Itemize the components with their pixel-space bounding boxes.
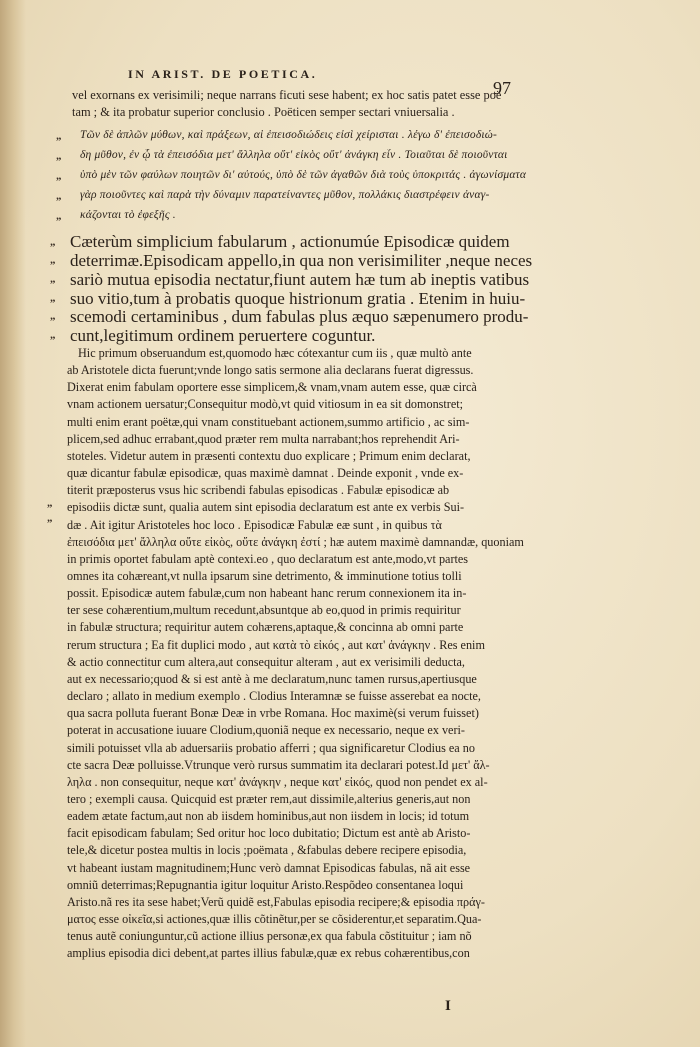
commentary-line: tero ; exempli causa. Quicquid est præter rem,aut dissimile,alterius generis,aut non: [67, 791, 471, 806]
greek-text-line: γὰρ ποιοῦντες καὶ παρὰ τὴν δύναμιν παρατείναντες μῦθον, πολλάκις διαστρέφειν ἀναγ-: [80, 189, 490, 201]
running-title: IN ARIST. DE POETICA.: [128, 67, 318, 81]
commentary-line: ματος esse οἰκεῖα,si actiones,quæ illis cõtinẽtur,per se cõsiderentur,et separatim.Qua-: [67, 911, 482, 926]
intro-line: vel exornans ex verisimili; neque narrans ficuti sese habent; ex hoc satis patet esse poë: [72, 88, 502, 102]
commentary-line: ληλα . non consequitur, neque κατ' ἀνάγκην , neque κατ' εἰκός, quod non pendet ex al-: [67, 774, 488, 789]
commentary-line: rerum structura ; Ea fit duplici modo , aut κατὰ τὸ εἰκός , aut κατ' ἀνάγκην . Res enim: [67, 637, 485, 652]
quote-mark: „: [56, 130, 62, 142]
commentary-line: ἐπεισόδια μετ' ἄλληλα οὔτε εἰκὸς, οὔτε ἀνάγκη ἐστί ; hæ autem maximè damnandæ, quoniam: [67, 534, 524, 549]
commentary-line: eadem ætate factum,aut non ab iisdem hominibus,aut non iisdem in locis; id totum: [67, 809, 470, 823]
translation-line: sariò mutua episodia nectatur,fiunt autem hæ tum ab ineptis vatibus: [70, 270, 530, 289]
commentary-line: qua sacra polluta fuerant Bonæ Deæ in vrbe Romana. Hoc maximè(si verum fuisset): [67, 706, 479, 721]
quote-mark: „: [50, 310, 56, 322]
commentary-line: in fabulæ structura; requiritur autem cohærens,aptaque,& concinna ab omni parte: [67, 620, 464, 635]
commentary-line: & actio connectitur cum altera,aut consequitur alteram , aut ex verisimili deducta,: [67, 654, 465, 669]
quote-mark: „: [56, 150, 62, 162]
commentary-line: ter sese cohærentium,multum recedunt,absuntque ab eo,quod in primis requiritur: [67, 603, 461, 618]
quote-mark: „: [47, 497, 53, 509]
commentary-line: declaro ; allato in medium exemplo . Clodius Interamnæ se fuisse asserebat ea nocte,: [67, 689, 481, 703]
page-number: 97: [493, 78, 511, 98]
commentary-line: stoteles. Videtur autem in præsenti contextu duo explicare ; Primum enim declarat,: [67, 448, 471, 463]
quote-mark: „: [50, 292, 56, 304]
translation-line: Cæterùm simplicium fabularum , actionumúe Episodicæ quidem: [70, 232, 510, 251]
greek-text-line: ὑπὸ μὲν τῶν φαύλων ποιητῶν δι' αὐτούς, ὑπὸ δὲ τῶν ἀγαθῶν διὰ τοὺς ὑποκριτάς . ἀγωνίσματα: [80, 169, 527, 181]
commentary-line: quæ dicantur fabulæ episodicæ, quas maximè damnat . Deinde exponit , vnde ex-: [67, 466, 464, 480]
commentary-line: multi enim erant poëtæ,qui vnam constituebant actionem,summo artificio , ac sim-: [67, 414, 470, 429]
signature-mark: I: [445, 998, 451, 1014]
quote-mark: „: [50, 329, 56, 341]
page-binding-shadow: [0, 0, 26, 1047]
quote-mark: „: [56, 190, 62, 202]
translation-line: scemodi certaminibus , dum fabulas plus æquo sæpenumero produ-: [70, 307, 529, 326]
quote-mark: „: [50, 236, 56, 248]
commentary-line: possit. Episodicæ autem fabulæ,cum non habeant hanc rerum connexionem ita in-: [67, 586, 467, 601]
translation-line: cunt,legitimum ordinem peruertere coguntur.: [70, 326, 376, 345]
commentary-line: tele,& dicetur postea multis in locis ;poëmata , &fabulas debere recipere episodia,: [67, 843, 467, 858]
commentary-line: vt habeant iustam magnitudinem;Hunc verò damnat Episodicas fabulas, nã ait esse: [67, 860, 471, 875]
intro-line: tam ; & ita probatur superior conclusio . Poëticen semper sectari vniuersalia .: [72, 105, 455, 119]
quote-mark: „: [47, 512, 53, 524]
commentary-line: amplius episodia dici debent,at partes illius fabulæ,quæ ex rebus cohærentibus,con: [67, 946, 470, 961]
commentary-line: cte sacra Deæ polluisse.Vtrunque verò rursus summatim ita declarari potest.Id μετ' ἄλ-: [67, 757, 490, 772]
commentary-line: dæ . Ait igitur Aristoteles hoc loco . Episodicæ Fabulæ eæ sunt , in quibus τὰ: [67, 517, 442, 532]
quote-mark: „: [50, 273, 56, 285]
greek-text-line: Τῶν δὲ ἁπλῶν μύθων, καὶ πράξεων, αἱ ἐπεισοδιώδεις εἰσὶ χείρισται . λέγω δ' ἐπεισοδιώ-: [80, 129, 498, 141]
greek-text-line: δη μῦθον, ἐν ᾧ τὰ ἐπεισόδια μετ' ἄλληλα οὔτ' εἰκὸς οὔτ' ἀνάγκη εἶν . Τοιαῦται δὲ ποιοῦνται: [80, 149, 508, 161]
quote-mark: „: [56, 210, 62, 222]
commentary-line: titerit præposterus vsus hic scribendi fabulas episodicas . Fabulæ episodicæ ab: [67, 483, 450, 498]
commentary-line: episodiis dictæ sunt, qualia autem sint episodia declaratum est ante ex verbis Sui-: [67, 500, 465, 515]
commentary-line: omnes ita cohæreant,vt nulla ipsarum sine detrimento, & imminutione totius tolli: [67, 569, 462, 583]
commentary-line: omniũ deterrimas;Repugnantia igitur loquitur Aristo.Respõdeo consentanea loqui: [67, 877, 464, 892]
commentary-line: tenus autẽ coniunguntur,cũ actione illius personæ,ex qua fabula cõstituitur ; iam nõ: [67, 929, 472, 944]
quote-mark: „: [50, 254, 56, 266]
commentary-line: aut ex necessario;quod & si est antè à me declaratum,nunc tamen rursus,apertiusque: [67, 671, 477, 686]
commentary-line: simili potuisset vlla ab aduersariis probatio afferri ; qua significaretur Clodius ea no: [67, 740, 475, 755]
quote-mark: „: [56, 170, 62, 182]
commentary-line: in primis oportet fabulam aptè contexi.eo , quo declaratum est ante,modo,vt partes: [67, 551, 469, 566]
commentary-line: vnam actionem uersatur;Consequitur modò,vt quid vitiosum in ea sit domonstret;: [67, 397, 464, 412]
translation-line: suo vitio,tum à probatis quoque histrionum gratia . Etenim in huiu-: [70, 289, 526, 308]
commentary-line: plicem,sed adhuc errabant,quod præter rem multa narrabant;hos reprehendit Ari-: [67, 431, 460, 446]
commentary-line: facit episodicam fabulam; Sed oritur hoc loco dubitatio; Dictum est antè ab Aristo-: [67, 826, 471, 841]
commentary-line: ab Aristotele dicta fuerunt;vnde longo satis sermone alia declarans fuerat digressus.: [67, 363, 474, 378]
greek-text-line: κάζονται τὸ ἐφεξῆς .: [80, 209, 176, 221]
commentary-line: Aristo.nã res ita sese habet;Verũ quidẽ est,Fabulas episodia recipere;& episodia πράγ-: [67, 894, 485, 909]
commentary-line: poterat in accusatione iuuare Clodium,quoniã neque ex necessario, neque ex veri-: [67, 723, 465, 738]
translation-line: deterrimæ.Episodicam appello,in qua non verisimiliter ,neque neces: [70, 251, 533, 270]
commentary-line: Dixerat enim fabulam oportere esse simplicem,& vnam,vnam autem esse, quæ circà: [67, 380, 477, 395]
commentary-line: Hic primum obseruandum est,quomodo hæc cótexantur cum iis , quæ multò ante: [78, 346, 472, 360]
